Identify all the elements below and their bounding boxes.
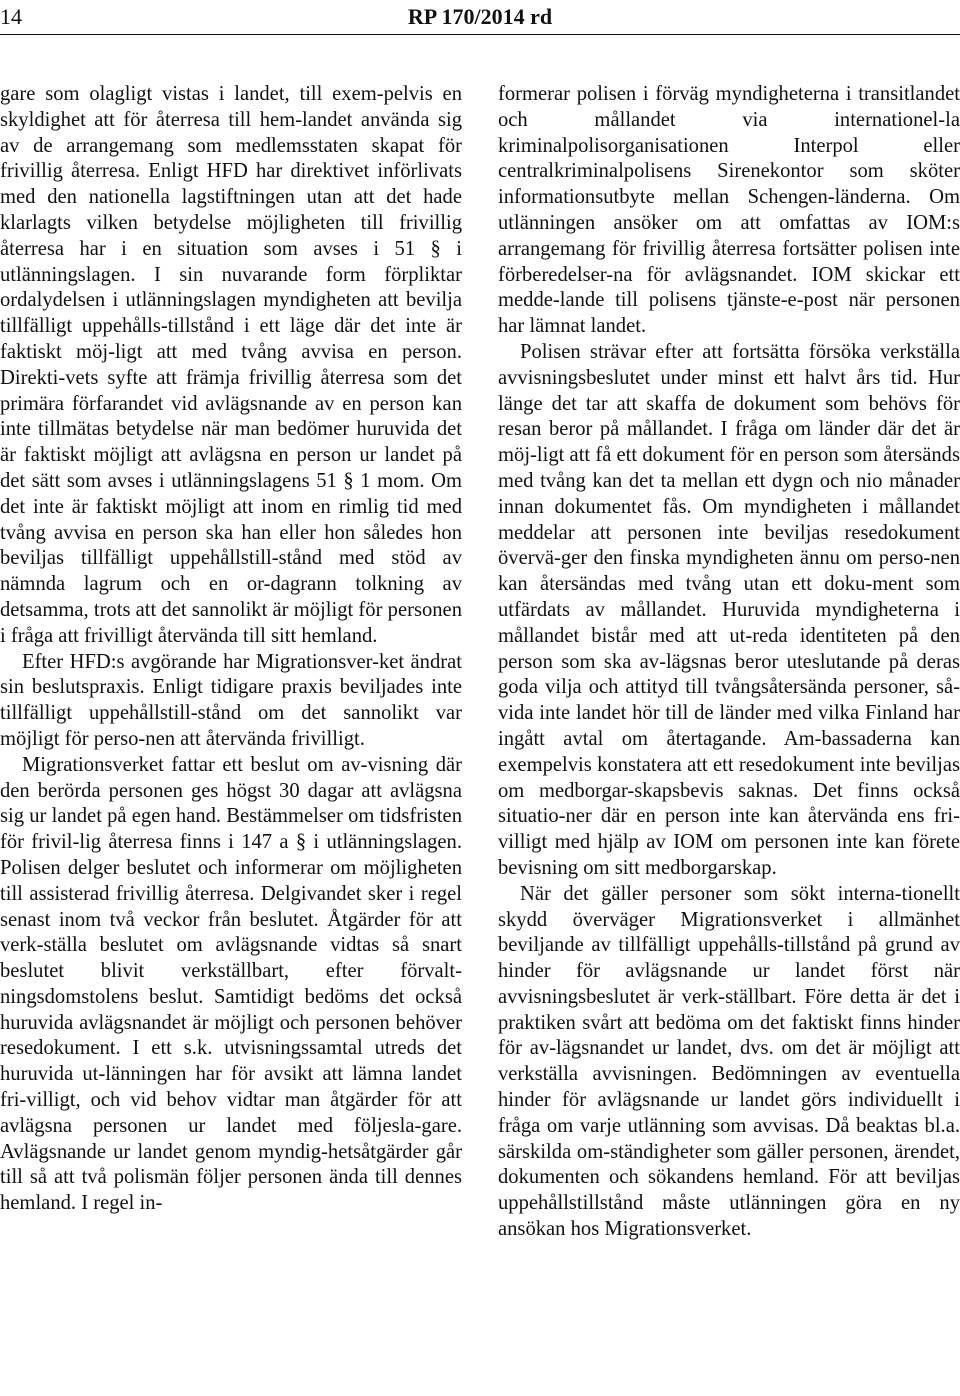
paragraph: Efter HFD:s avgörande har Migrationsver-ket ändrat sin beslutspraxis. Enligt tidigare praxis beviljades inte tillfälligt uppehållstill-stånd om det sannolikt var möjligt för perso-nen att återvända frivilligt. xyxy=(0,650,462,750)
paragraph: gare som olagligt vistas i landet, till exem-pelvis en skyldighet att för återresa till hem-landet använda sig av de arrangemang som medlemsstaten skapat för frivillig återresa. Enligt HFD har direktivet införlivats med den nationella lagstiftningen utan att det hade klarlagts vilken betydelse möjligheten till frivillig återresa har i en situation som avses i 51 § i utlänningslagen. I sin nuvarande form förpliktar ordalydelsen i utlänningslagen myndigheten att bevilja tillfälligt uppehålls-tillstånd i ett läge där det inte är faktiskt möj-ligt att med tvång avvisa en person. Direkti-vets syfte att främja frivillig återresa som det primära förfarandet vid avlägsnande av en person kan inte tillmätas betydelse när man bedömer huruvida det är faktiskt möjligt att avlägsna en person ur landet på det sätt som avses i utlänningslagens 51 § 1 mom. Om det inte är faktiskt möjligt att inom en rimlig tid med tvång avvisa en person ska han eller hon således hon beviljas tillfälligt uppehållstill-stånd med stöd av nämnda lagrum och en or-dagrann tolkning av detsamma, trots att det sannolikt är möjligt för personen i fråga att frivilligt återvända till sitt hemland. xyxy=(0,83,462,647)
left-text-column xyxy=(0,82,462,1217)
page-header xyxy=(0,0,960,36)
right-text-column xyxy=(498,82,960,1243)
paragraph: När det gäller personer som sökt interna-tionellt skydd överväger Migrationsverket i allmänhet beviljande av tillfälligt uppehålls-tillstånd på grund av hinder för avlägsnande ur landet först när avvisningsbeslutet är verk-ställbart. Före detta är det i praktiken svårt att bedöma om det faktiskt finns hinder för av-lägsnandet ur landet, dvs. om det är möjligt att verkställa avvisningen. Bedömningen av eventuella hinder för avlägsnande ur landet görs individuellt i fråga om varje utlänning som avvisas. Då beaktas bl.a. särskilda om-ständigheter som gäller personen, ärendet, dokumenten och sökandens hemland. För att beviljas uppehållstillstånd måste utlänningen göra en ny ansökan hos Migrationsverket. xyxy=(498,882,960,1241)
header-divider xyxy=(0,34,960,35)
document-reference: RP 170/2014 rd xyxy=(407,4,553,29)
page-number: 14 xyxy=(0,4,22,29)
paragraph: Migrationsverket fattar ett beslut om av-visning där den berörda personen ges högst 30 dagar att avlägsna sig ur landet på egen hand. Bestämmelser om tidsfristen för frivil-lig återresa finns i 147 a § i utlänningslagen. Polisen delger beslutet och informerar om möjligheten till assisterad frivillig återresa. Delgivandet sker i regel senast inom två veckor från beslutet. Åtgärder för att verk-ställa beslutet om avlägsnande vidtas så snart beslutet blivit verkställbart, efter förvalt-ningsdomstolens beslut. Samtidigt bedöms det också huruvida avlägsnandet är möjligt och personen behöver resedokument. I ett s.k. utvisningssamtal utreds det huruvida ut-länningen har för avsikt att lämna landet fri-villigt, och vid behov vidtar man åtgärder för att avlägsna personen ur landet med följesla-gare. Avlägsnande ur landet genom myndig-hetsåtgärder går till så att två polismän följer personen ända till dennes hemland. I regel in- xyxy=(0,753,462,1215)
paragraph: formerar polisen i förväg myndigheterna i transitlandet och mållandet via internationel-la kriminalpolisorganisationen Interpol eller centralkriminalpolisens Sirenekontor som sköter informationsutbyte mellan Schengen-länderna. Om utlänningen ansöker om att omfattas av IOM:s arrangemang för frivillig återresa fortsätter polisen inte förberedelser-na för avlägsnandet. IOM skickar ett medde-lande till polisens tjänste-e-post när personen har lämnat landet. xyxy=(498,83,960,338)
paragraph: Polisen strävar efter att fortsätta försöka verkställa avvisningsbeslutet under minst ett halvt års tid. Hur länge det tar att skaffa de dokument som behövs för resan beror på mållandet. I fråga om länder där det är möj-ligt att få ett dokument för en person som återsänds med tvång kan det ta mellan ett dygn och nio månader innan dokumentet fås. Om myndigheten i mållandet meddelar att personen inte beviljas resedokument övervä-ger den finska myndigheten ännu om perso-nen kan återsändas med tvång utan ett doku-ment som utfärdats av mållandet. Huruvida myndigheterna i mållandet bistår med att ut-reda identiteten på den person som ska av-lägsnas beror uteslutande på deras goda vilja och attityd till tvångsåtersända personer, så-vida inte landet hör till de länder med vilka Finland har ingått avtal om återtagande. Am-bassaderna kan exempelvis konstatera att ett resedokument inte beviljas om medborgar-skapsbevis saknas. Det finns också situatio-ner där en person inte kan återvända ens fri-villigt med hjälp av IOM om personen inte kan förete bevisning om sitt medborgarskap. xyxy=(498,340,960,879)
